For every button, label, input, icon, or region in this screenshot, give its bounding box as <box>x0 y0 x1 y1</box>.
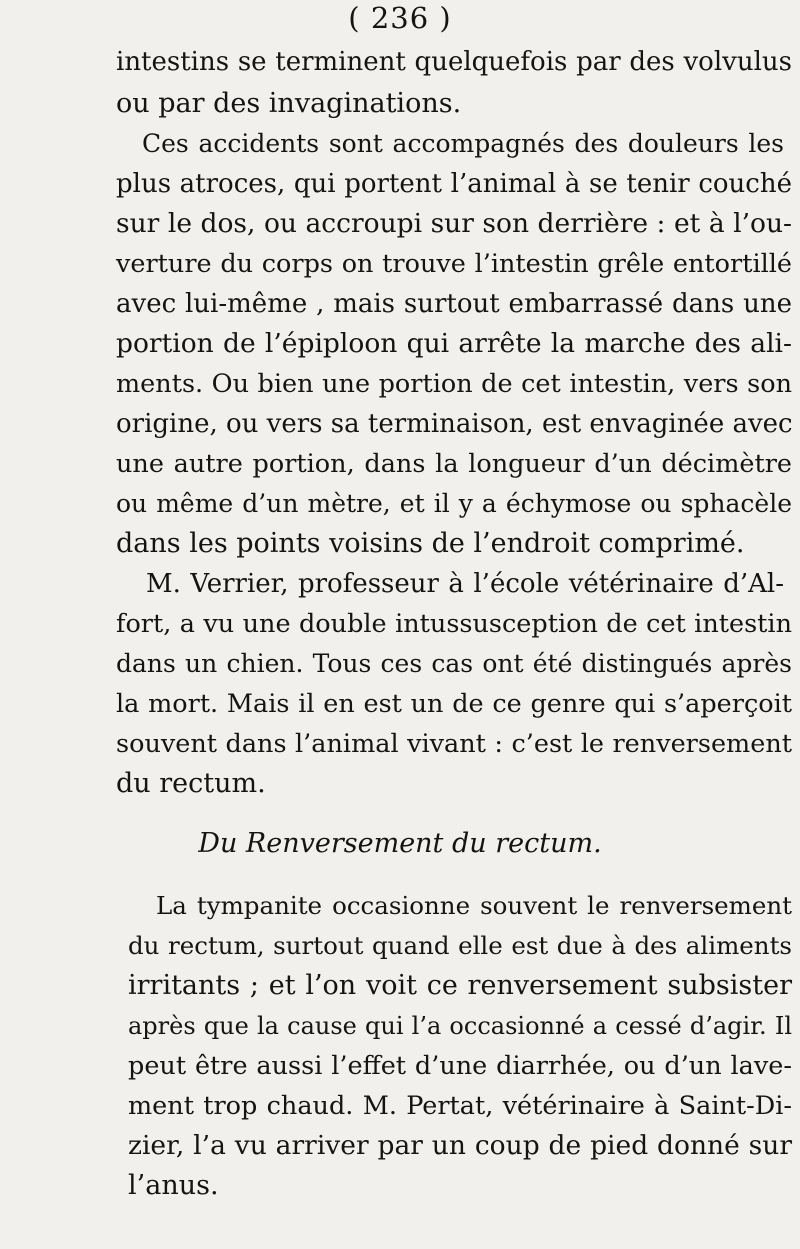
text-line: du rectum. <box>116 768 266 799</box>
text-line: du rectum, surtout quand elle est due à des aliments <box>128 931 792 960</box>
section-heading: Du Renversement du rectum. <box>198 828 602 859</box>
text-line: zier, l’a vu arriver par un coup de pied donné sur <box>128 1130 792 1161</box>
page-number: ( 236 ) <box>348 1 452 35</box>
text-line: irritants ; et l’on voit ce renversement subsister <box>128 970 792 1001</box>
text-line: la mort. Mais il en est un de ce genre qui s’aperçoit <box>116 689 792 719</box>
text-line: plus atroces, qui portent l’animal à se tenir couché <box>116 169 792 199</box>
text-line: ment trop chaud. M. Pertat, vétérinaire à Saint-Di- <box>128 1091 792 1121</box>
text-line: une autre portion, dans la longueur d’un décimètre <box>116 449 792 479</box>
text-line: après que la cause qui l’a occasionné a cessé d’agir. Il <box>128 1012 792 1040</box>
text-line: dans un chien. Tous ces cas ont été distingués après <box>116 649 792 678</box>
text-line: ments. Ou bien une portion de cet intestin, vers son <box>116 369 792 399</box>
text-line: l’anus. <box>128 1170 219 1201</box>
text-line: M. Verrier, professeur à l’école vétérinaire d’Al- <box>146 569 784 599</box>
text-line: origine, ou vers sa terminaison, est envaginée avec <box>116 409 793 439</box>
text-line: portion de l’épiploon qui arrête la marche des ali- <box>116 328 792 359</box>
text-line: Ces accidents sont accompagnés des douleurs les <box>142 129 784 158</box>
text-line: verture du corps on trouve l’intestin grêle entortillé <box>116 249 792 279</box>
text-line: dans les points voisins de l’endroit comprimé. <box>116 528 745 559</box>
text-line: souvent dans l’animal vivant : c’est le renversement <box>116 729 792 759</box>
text-line: sur le dos, ou accroupi sur son derrière : et à l’ou- <box>116 208 792 239</box>
text-line: fort, a vu une double intussusception de cet intestin <box>116 609 792 639</box>
text-line: La tympanite occasionne souvent le renversement <box>156 891 792 920</box>
text-line: peut être aussi l’effet d’une diarrhée, ou d’un lave- <box>128 1051 792 1081</box>
text-line: ou même d’un mètre, et il y a échymose ou sphacèle <box>116 489 792 518</box>
text-line: intestins se terminent quelquefois par des volvulus <box>116 47 792 77</box>
text-line: avec lui-même , mais surtout embarrassé dans une <box>116 289 792 319</box>
text-line: ou par des invaginations. <box>116 88 462 119</box>
